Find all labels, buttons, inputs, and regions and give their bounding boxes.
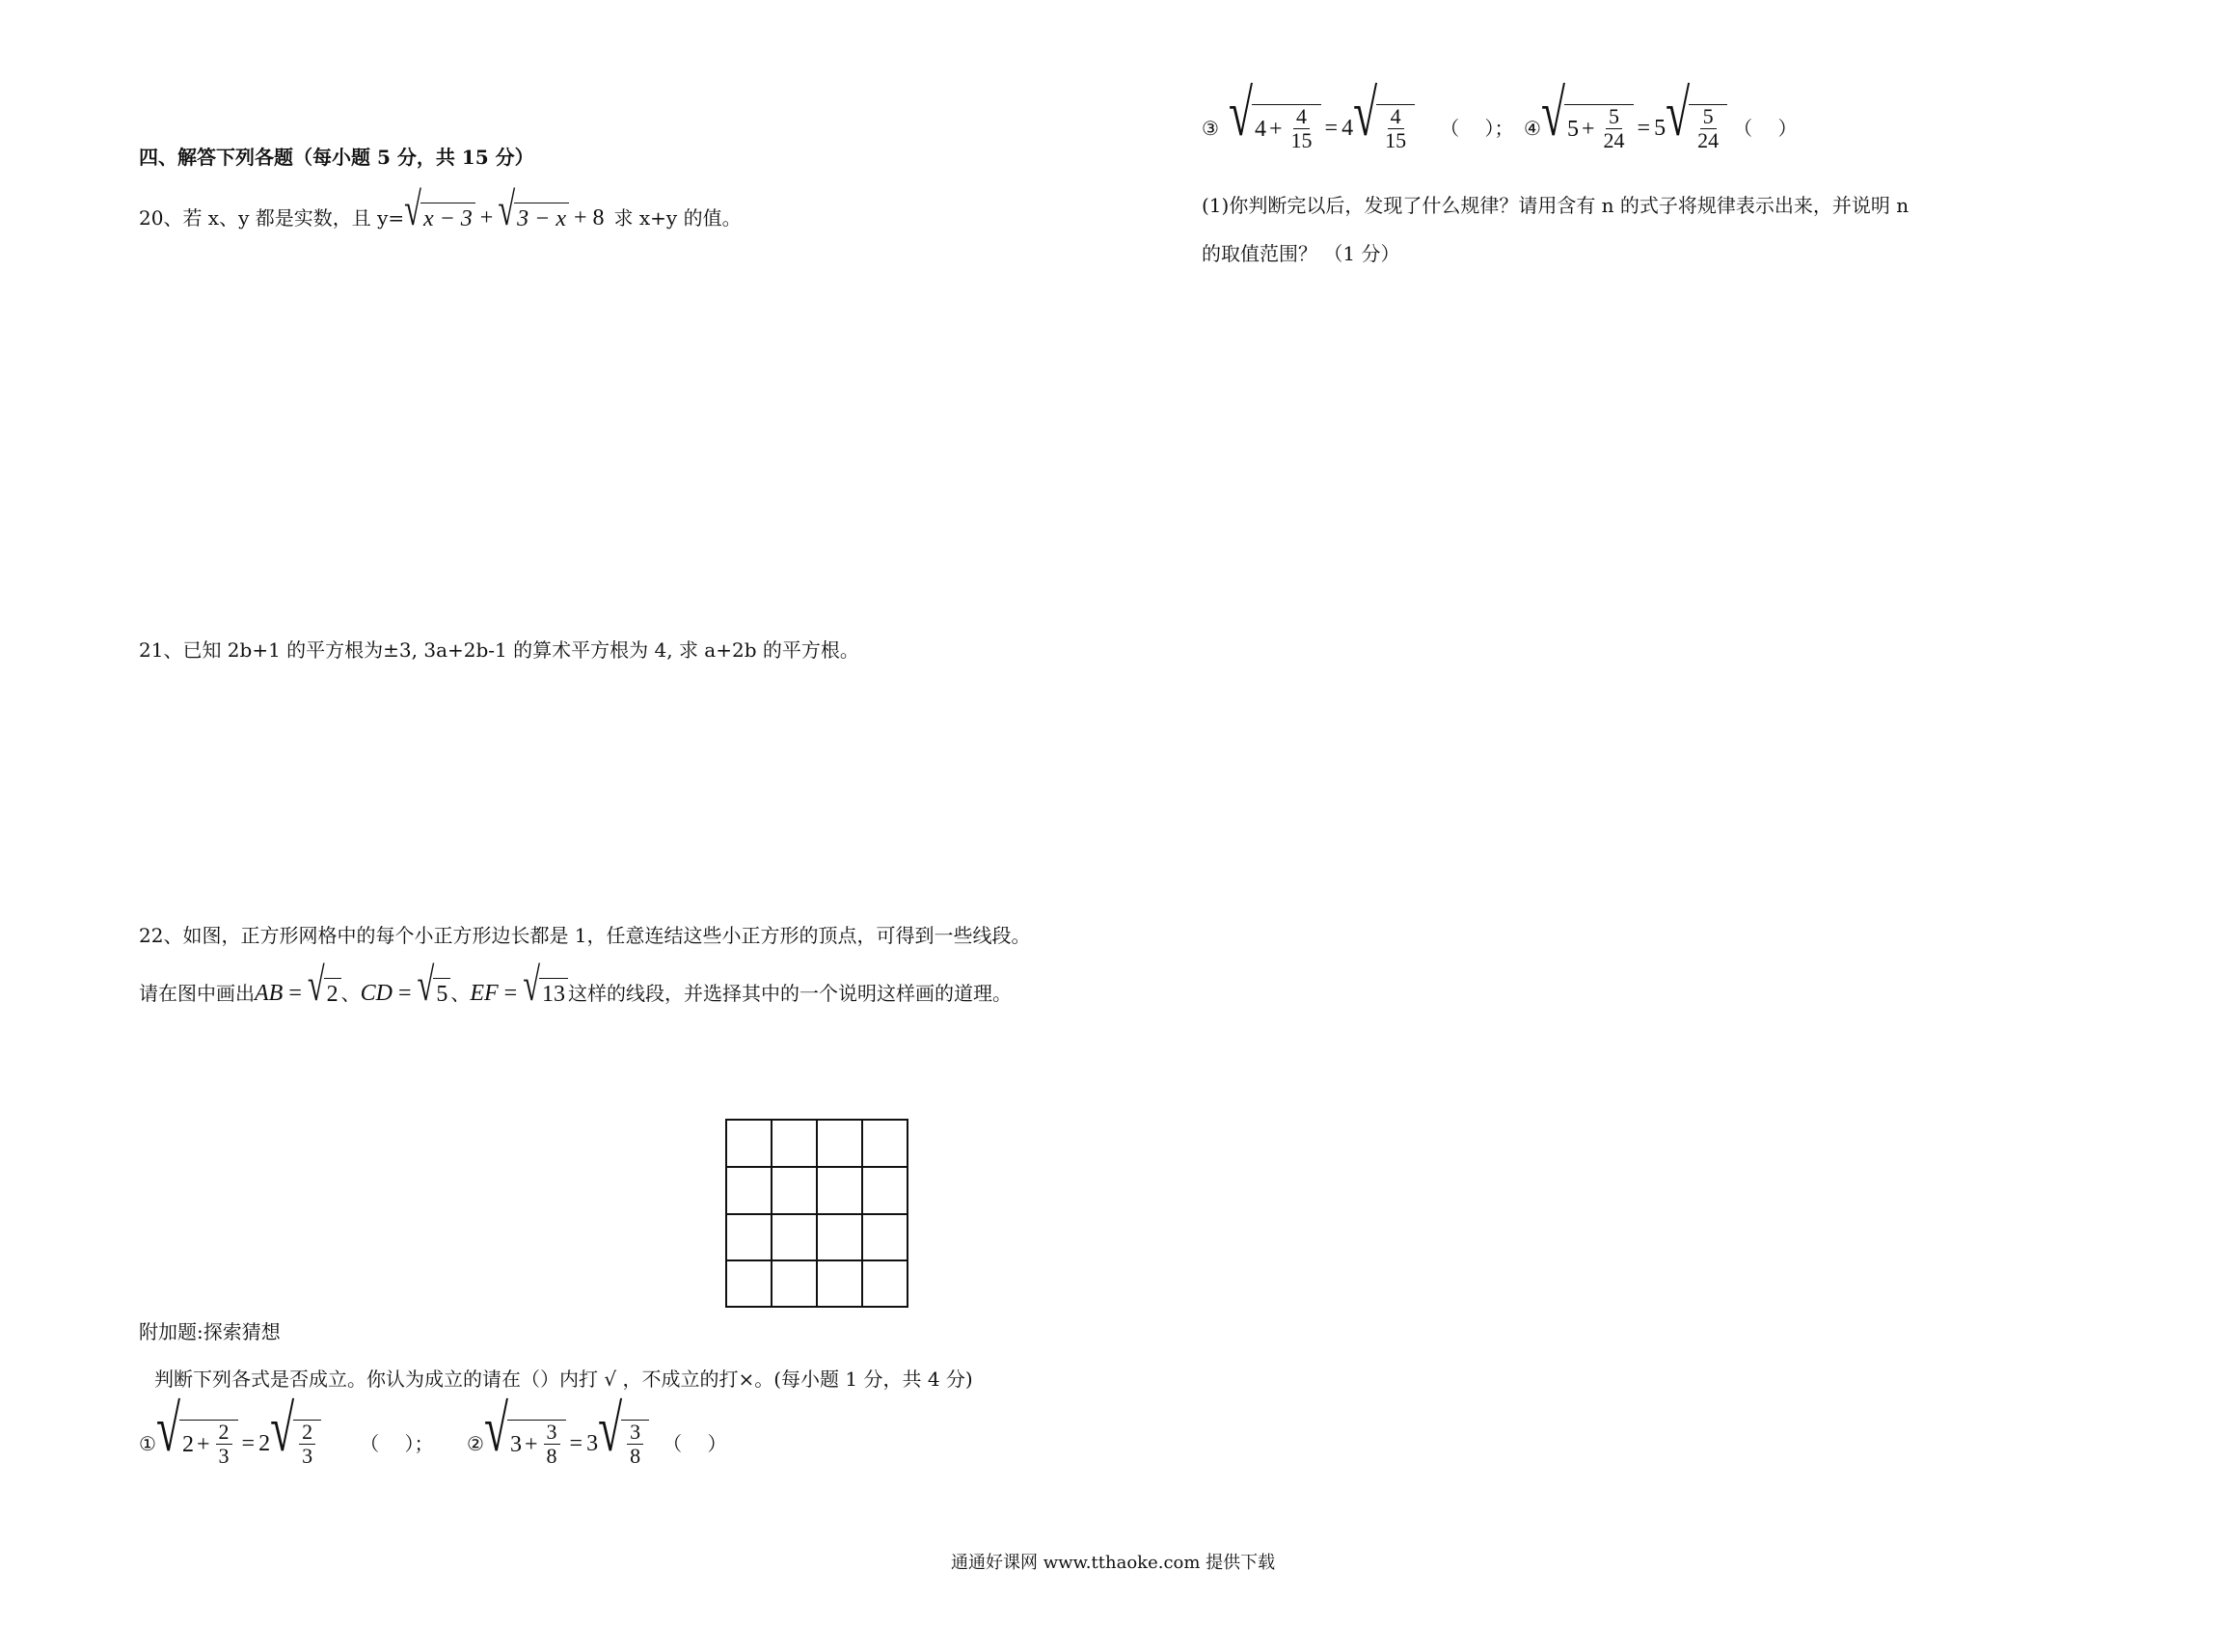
radical-sign-icon: √ <box>270 1391 295 1465</box>
square-grid-figure <box>725 1119 908 1308</box>
answer-blank[interactable]: （ ）； <box>360 1432 434 1455</box>
q20-radical-2: √ 3 − x <box>498 203 569 233</box>
bonus-item-4: ④ √ 5 + $\frac{5}{24}$ = 5 √ $\frac{5}{24}$ （ ） <box>1524 75 1798 152</box>
radical-sign-icon: √ <box>155 1391 180 1465</box>
radical-sign-icon: √ <box>307 959 325 1012</box>
radical-sign-icon: √ <box>404 183 421 236</box>
radical-sign-icon: √ <box>498 183 516 236</box>
radical-sign-icon: √ <box>483 1391 508 1465</box>
answer-blank[interactable]: （ ） <box>663 1432 727 1455</box>
bonus-instruction: 判断下列各式是否成立。你认为成立的请在（）内打 √ ，不成立的打×。(每小题 1 分，共 4 分) <box>154 1368 973 1391</box>
radical-sign-icon: √ <box>1540 75 1565 149</box>
question-20 <box>139 183 742 236</box>
question-21: 21、已知 2b+1 的平方根为±3, 3a+2b-1 的算术平方根为 4, 求 a+2b 的平方根。 <box>139 638 859 662</box>
section-title: 四、解答下列各题（每小题 5 分，共 15 分） <box>139 146 534 169</box>
radical-sign-icon: √ <box>417 959 435 1012</box>
bonus-title: 附加题:探索猜想 <box>139 1320 281 1343</box>
answer-blank[interactable]: （ ）； <box>1440 117 1514 140</box>
part1-line1: (1)你判断完以后，发现了什么规律？请用含有 n 的式子将规律表示出来，并说明 n <box>1202 194 1910 217</box>
q20-expression: √ x − 3 + √ 3 − x + 8 <box>404 183 605 236</box>
radical-sign-icon: √ <box>1666 75 1691 149</box>
part1-line2: 的取值范围？ （1 分） <box>1202 242 1400 265</box>
answer-blank[interactable]: （ ） <box>1733 117 1798 140</box>
radical-sign-icon: √ <box>523 959 540 1012</box>
bonus-item-3: ③ √ 4 + $\frac{4}{15}$ = 4 √ $\frac{4}{15}$ （ ）； <box>1202 75 1514 152</box>
q20-suffix: 求 x+y 的值。 <box>613 206 742 230</box>
q20-prefix: 20、若 x、y 都是实数，且 y= <box>139 206 405 230</box>
q20-radical-1: √ x − 3 <box>404 203 475 233</box>
question-22-line2: 请在图中画出 AB = √ 2 、 CD = √ 5 、 EF = √ 13 这样的线段，并选择其中的一个说明这样画的道理。 <box>139 959 1012 1012</box>
bonus-item-1: ① √ 2 + $\frac{2}{3}$ = 2 √ $\frac{2}{3}$ （ ）； <box>139 1391 434 1468</box>
question-22-line1: 22、如图，正方形网格中的每个小正方形边长都是 1，任意连结这些小正方形的顶点，可得到一些线段。 <box>139 924 1031 947</box>
radical-sign-icon: √ <box>1353 75 1378 149</box>
ef-expression: EF = √ 13 <box>470 978 568 1009</box>
bonus-item-2: ② √ 3 + $\frac{3}{8}$ = 3 √ $\frac{3}{8}$ （ ） <box>467 1391 727 1468</box>
radical-sign-icon: √ <box>598 1391 623 1465</box>
ab-expression: AB = √ 2 <box>255 978 341 1009</box>
footer-text: 通通好课网 www.tthaoke.com 提供下载 <box>951 1553 1276 1573</box>
grid-line <box>771 1121 772 1306</box>
cd-expression: CD = √ 5 <box>361 978 451 1009</box>
radical-sign-icon: √ <box>1228 75 1253 149</box>
grid-line <box>816 1121 818 1306</box>
grid-line <box>861 1121 863 1306</box>
